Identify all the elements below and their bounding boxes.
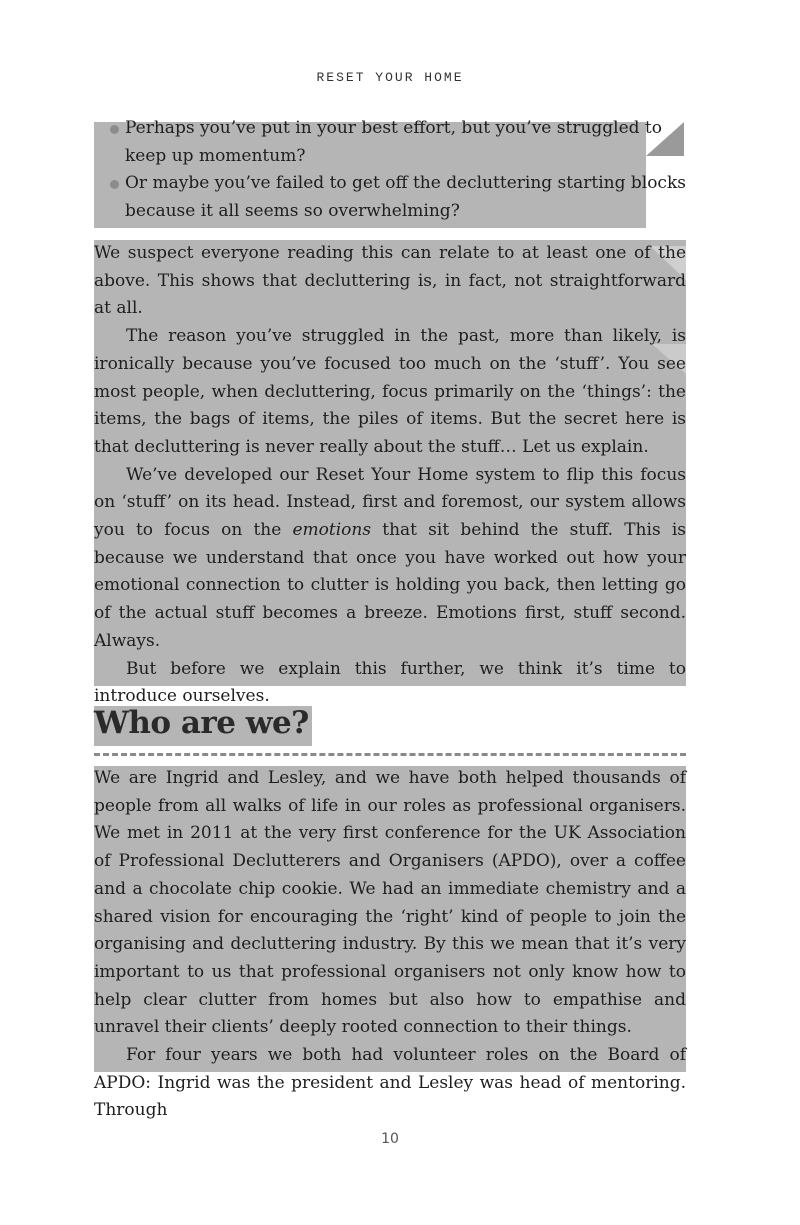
bullet-item: Or maybe you’ve failed to get off the decluttering starting blocks because it all seems so overwhelming? <box>94 170 686 225</box>
about-text <box>94 765 686 1125</box>
dashed-divider <box>94 753 686 756</box>
emphasis-text: emotions <box>292 520 372 541</box>
bullet-block <box>94 115 686 226</box>
paragraph: For four years we both had volunteer roles on the Board of APDO: Ingrid was the president and Lesley was head of mentoring. Through <box>94 1045 686 1121</box>
section-heading: Who are we? <box>94 705 309 741</box>
bullet-list <box>94 115 686 226</box>
paragraph-text: We’ve developed our Reset Your Home system to flip this focus on ‘stuff’ on its head. Instead, first and foremost, our system allows you to focus on the <box>94 464 686 541</box>
paragraph: The reason you’ve struggled in the past, more than likely, is ironically because you’ve focused too much on the ‘stuff’. You see most people, when decluttering, focus primarily on the ‘things’: the items, the bags of items, the piles of items. But the secret here is that decluttering is never really about the stuff… Let us explain. <box>94 326 686 457</box>
paragraph: We suspect everyone reading this can relate to at least one of the above. This shows that decluttering is, in fact, not straightforward at all. <box>94 243 686 319</box>
running-head: RESET YOUR HOME <box>316 70 464 85</box>
paragraph-text: that sit behind the stuff. This is because we understand that once you have worked out how your emotional connection to clutter is holding you back, then letting go of the actual stuff becomes a breeze. Emotions first, stuff second. Always. <box>94 520 686 651</box>
intro-text <box>94 240 686 711</box>
paragraph: We are Ingrid and Lesley, and we have both helped thousands of people from all walks of life in our roles as professional organisers. We met in 2011 at the very first conference for the UK Association of Professional Declutterers and Organisers (APDO), over a coffee and a chocolate chip cookie. We had an immediate chemistry and a shared vision for encouraging the ‘right’ kind of people to join the organising and decluttering industry. By this we mean that it’s very important to us that professional organisers not only know how to help clear clutter from homes but also how to empathise and unravel their clients’ deeply rooted connection to their things. <box>94 768 686 1038</box>
page-number: 10 <box>381 1131 399 1147</box>
paragraph <box>94 462 686 656</box>
paragraph: But before we explain this further, we think it’s time to introduce ourselves. <box>94 658 686 707</box>
bullet-item: Perhaps you’ve put in your best effort, but you’ve struggled to keep up momentum? <box>94 115 686 170</box>
